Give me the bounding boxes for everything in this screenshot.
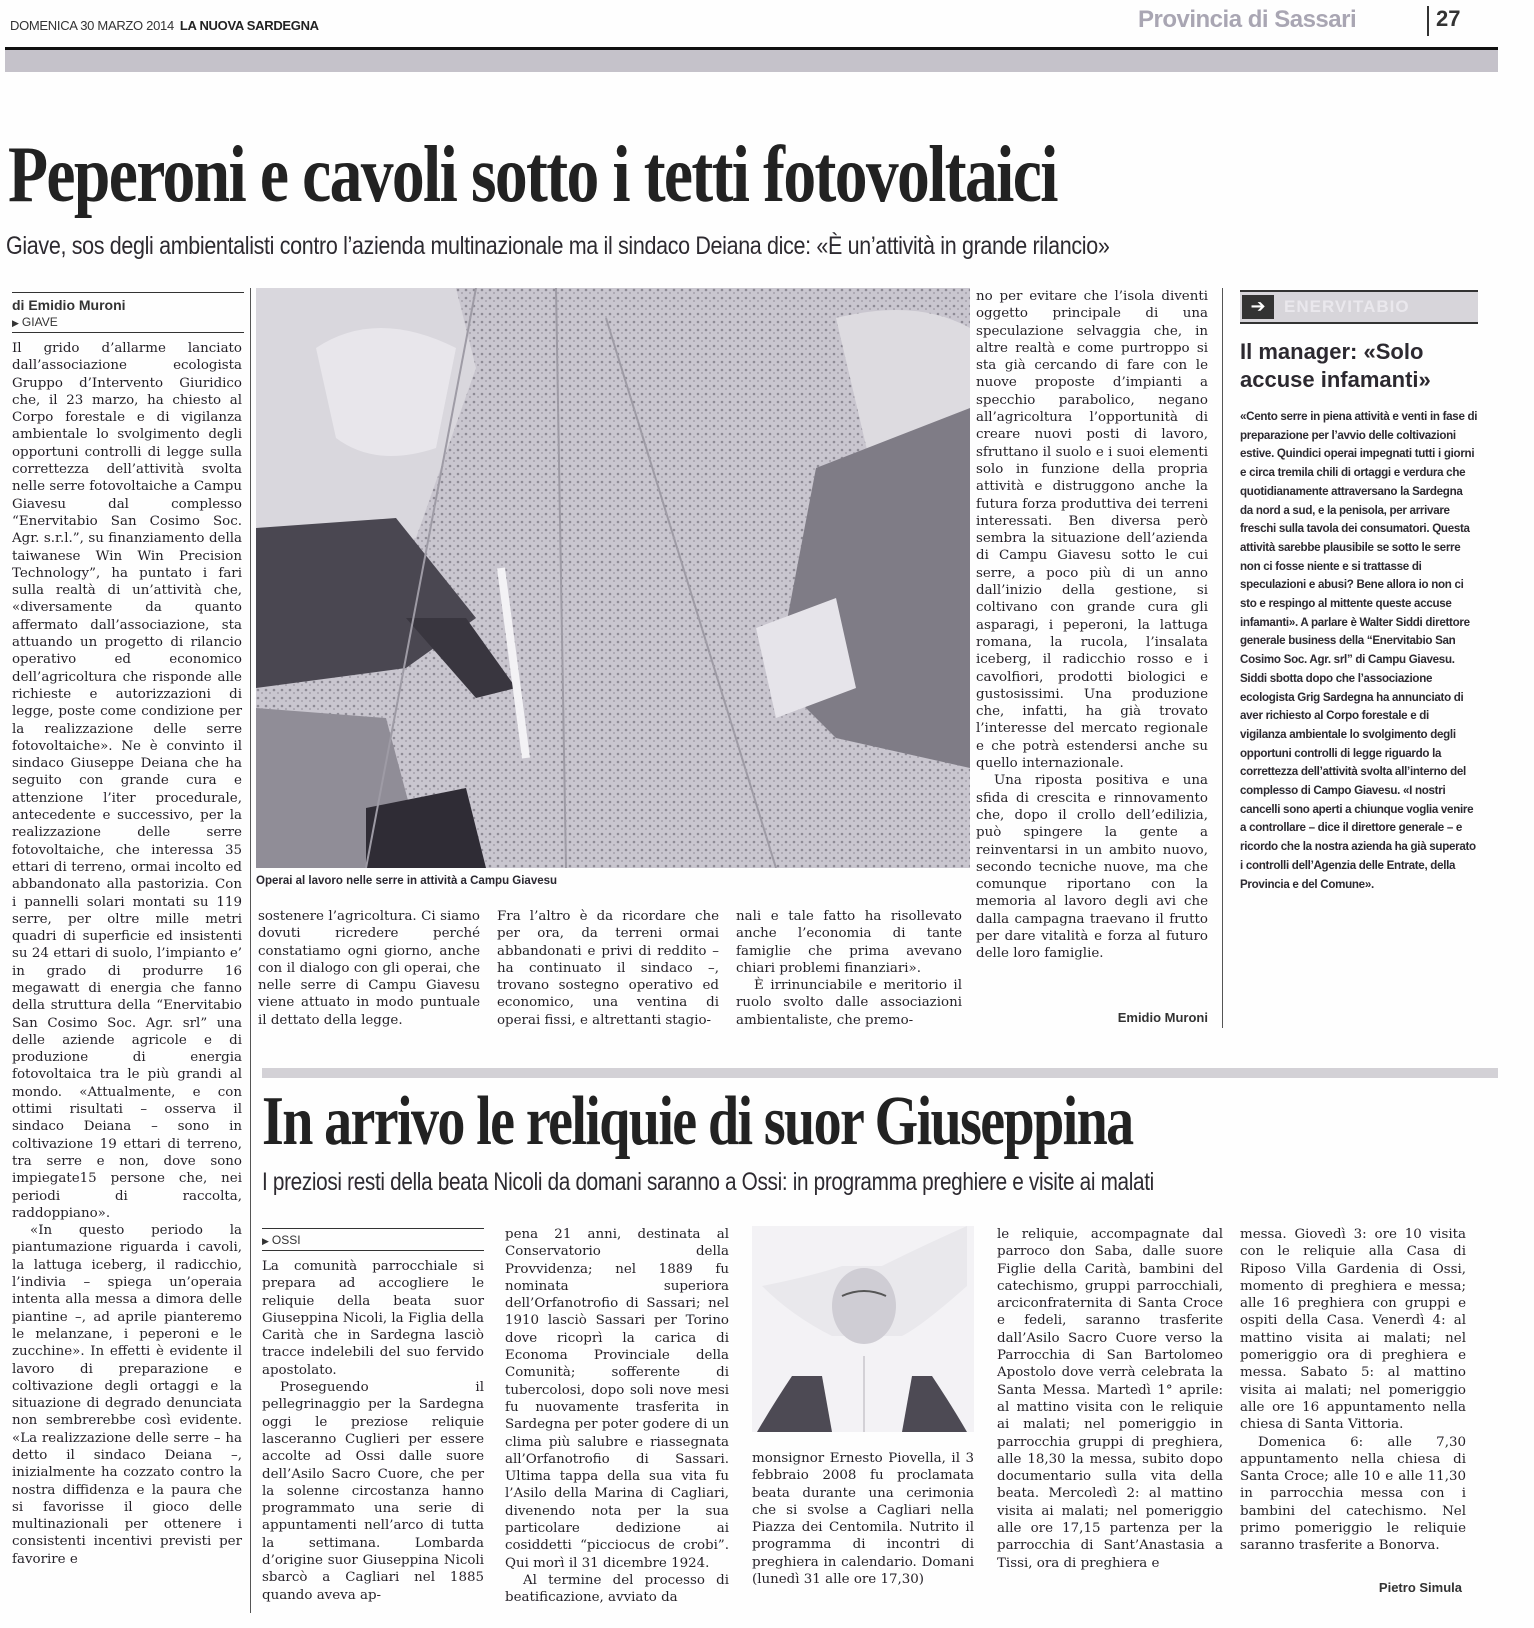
article2-column-5: [1240, 1226, 1466, 1555]
article2-photo: [752, 1226, 974, 1432]
dateline-rule: [262, 1250, 484, 1251]
article2-column-3: [752, 1450, 974, 1588]
section-title: Provincia di Sassari: [1138, 6, 1357, 33]
column-divider: [250, 288, 251, 1613]
paragraph: Al termine del processo di beatificazione, avviato da: [505, 1572, 729, 1606]
article2-dateline: ▶ OSSI: [262, 1233, 301, 1247]
article1-headline: Peperoni e cavoli sotto i tetti fotovoltaici: [8, 131, 1057, 219]
sidebar-tag-bar: [1240, 290, 1478, 324]
page-separator: [1427, 6, 1429, 36]
article1-signature: Emidio Muroni: [1117, 1010, 1208, 1025]
paragraph: pena 21 anni, destinata al Conservatorio della Provvidenza; nel 1889 fu nominata superiora dell’Orfanotrofio di Sassari; nel 1910 lasciò Sassari per Torino dove ricoprì la carica di Economa Provinciale della Comunità; sofferente di tubercolosi, dopo soli nove mesi fu nuovamente trasferita in Sardegna per poter godere di un clima più salubre e riassegnata all’Orfanotrofio di Sassari. Ultima tappa della sua vita fu l’Asilo della Marina di Cagliari, divenendo nota per la sua particolare dedizione ai cosiddetti “picciocus de crobi”. Qui morì il 31 dicembre 1924.: [505, 1227, 729, 1571]
article1-column-5: [976, 288, 1208, 963]
paragraph: Il grido d’allarme lanciato dall’associazione ecologista Gruppo d’Intervento Giuridico che, il 23 marzo, ha chiesto al Corpo forestale e di vigilanza ambientale lo svolgimento degli opportuni controlli di legge sulla correttezza dell’attività svolta nelle serre fotovoltaiche a Campu Giavesu dal complesso “Enervitabio San Cosimo Soc. Agr. s.r.l.”, su finanziamento della taiwanese Win Win Precision Technology”, ha puntato i fari sulla realtà di un’attività che, «diversamente da quanto affermato dall’associazione, sta attuando un progetto di rilancio operativo ed economico dell’agricoltura che risponde alle richieste e autorizzazioni di legge, poste come condizione per la realizzazione delle serre fotovoltaiche». Ne è convinto il sindaco Giuseppe Deiana che ha seguito con grande cura e attenzione l’iter procedurale, antecedente e successivo, per la realizzazione delle serre fotovoltaiche, che interessa 35 ettari di terreno, ormai incolto ed abbandonato alla pastorizia. Con i pannelli solari montati su 119 serre, per oltre mille metri quadri di superficie ed insistenti su 24 ettari di suolo, l’impianto e’ in grado di produrre 16 megawatt di energia che fanno della struttura della “Enervitabio San Cosimo Soc. Agr. srl” una delle aziende agricole e di produzione di energia fotovoltaica tra le più grandi al mondo. «Attualmente, e con ottimi risultati – osserva il sindaco Deiana – sono in coltivazione 19 ettari di terreno, tra serre e non, dove sono impiegate15 persone che, nei periodi di raccolta, raddoppiano».: [12, 341, 242, 1221]
article2-signature: Pietro Simula: [1378, 1580, 1462, 1595]
paragraph: Domenica 6: alle 7,30 appuntamento nella chiesa di Santa Croce; alle 10 e alle 11,30 in parrocchia messa con i bambini del catechismo. Nel primo pomeriggio le reliquie saranno trasferite a Bonorva.: [1240, 1434, 1466, 1554]
sidebar-title: Il manager: «Solo accuse infamanti»: [1240, 339, 1431, 392]
article2-column-1: [262, 1258, 484, 1604]
article1-photo-caption: Operai al lavoro nelle serre in attività a Campu Giavesu: [256, 875, 558, 887]
paragraph: no per evitare che l’isola diventi oggetto principale di una speculazione selvaggia che, in altre realtà e come purtroppo si sta già cercando di fare con le nuove proposte d’impianti a specchio parabolico, negano all’agricoltura l’opportunità di creare nuovi posti di lavoro, sfruttano il suolo e i suoi elementi solo in funzione della propria attività e distruggono anche la futura forza produttiva dei terreni interessati. Ben diversa però sembra la situazione dell’azienda di Campu Giavesu sotto le cui serre, a poco più di un anno dall’inizio della gestione, si coltivano con grande cura gli asparagi, i peperoni, la lattuga romana, la rucola, l’insalata iceberg, il radicchio rosso e i cavolfiori, prodotti biologici e gustosissimi. Una produzione che, infatti, ha già trovato l’interesse del mercato regionale e che potrà estendersi anche su quello internazionale.: [976, 289, 1208, 772]
article2-column-4: [997, 1226, 1223, 1572]
newspaper-name: LA NUOVA SARDEGNA: [179, 18, 319, 33]
paragraph: nali e tale fatto ha risollevato anche l’economia di tante famiglie che prima avevano chiari problemi finanziari».: [736, 909, 962, 976]
article1-subheadline: Giave, sos degli ambientalisti contro l’azienda multinazionale ma il sindaco Deiana dice: «È un’attività in grande rilancio»: [6, 232, 1110, 260]
article1-photo: [256, 288, 970, 868]
article2-subheadline: I preziosi resti della beata Nicoli da domani saranno a Ossi: in programma preghiere e visite ai malati: [262, 1168, 1154, 1196]
article1-column-2: [258, 908, 480, 1029]
photo-workers-field-icon: [256, 288, 970, 868]
article2-column-2: [505, 1226, 729, 1607]
paragraph: È irrinunciabile e meritorio il ruolo svolto dalle associazioni ambientaliste, che premo-: [736, 978, 962, 1028]
article2-headline: In arrivo le reliquie di suor Giuseppina: [262, 1083, 1133, 1160]
article1-byline: di Emidio Muroni: [12, 297, 126, 313]
byline-rule: [12, 292, 244, 293]
portrait-nun-icon: [752, 1226, 974, 1432]
paragraph: Una riposta positiva e una sfida di crescita e rinnovamento che, dopo il crollo dell’edilizia, può spingere la gente a reinventarsi in un ambito nuovo, secondo tecniche nuove, ma che comunque riportano con la memoria al lavoro degli avi che dalla campagna traevano il frutto per dare vitalità e forza al futuro delle loro famiglie.: [976, 773, 1208, 962]
sidebar-divider: [1222, 288, 1223, 1028]
article1-column-3: [497, 908, 719, 1029]
paragraph: «In questo periodo la piantumazione riguarda i cavoli, la lattuga iceberg, il radicchio, l’indivia – spiega un’operaia intenta alla messa a dimora delle piantine –, ad aprile pianteremo le melanzane, i peperoni e le zucchine». In effetti è evidente il lavoro di preparazione e coltivazione degli ortaggi e la situazione di degrado denunciata non sembrerebbe così evidente. «La realizzazione delle serre – ha detto il sindaco Deiana –, inizialmente ha cozzato contro la nostra diffidenza e la paura che si favorisse il gioco delle multinazionali per ottenere i consistenti incentivi previsti per favorire e: [12, 1223, 242, 1567]
paragraph: sostenere l’agricoltura. Ci siamo dovuti ricredere perché constatiamo ogni giorno, anche con il dialogo con gli operai, che nelle serre di Campu Giavesu viene attuato in modo puntuale il dettato della legge.: [258, 909, 480, 1028]
issue-date: DOMENICA 30 MARZO 2014: [10, 18, 174, 33]
masthead: [10, 18, 319, 33]
dateline-rule: [12, 332, 244, 333]
paragraph: Fra l’altro è da ricordare che per ora, da terreni ormai abbandonati e privi di reddito – ha continuato il sindaco –, trovano sostegno operativo ed economico, una ventina di operai fissi, e altrettanti stagio-: [497, 909, 719, 1028]
article1-dateline: ▶ GIAVE: [12, 315, 58, 329]
sidebar-body: «Cento serre in piena attività e venti in fase di preparazione per l’avvio delle coltivazioni estive. Quindici operai impegnati tutti i giorni e circa tremila chili di ortaggi e verdura che quotidianamente attraversano la Sardegna da nord a sud, e la penisola, per arrivare freschi sulla tavola dei consumatori. Questa attività sarebbe plausibile se sotto le serre non ci fosse niente e si trattasse di speculazioni e abusi? Bene allora io non ci sto e respingo al mittente queste accuse infamanti». A parlare è Walter Siddi direttore generale business della “Enervitabio San Cosimo Soc. Agr. srl” di Campu Giavesu. Siddi sbotta dopo che l’associazione ecologista Grig Sardegna ha annunciato di aver richiesto al Corpo forestale e di vigilanza ambientale lo svolgimento degli opportuni controlli di legge riguardo la correttezza dell’attività svolta all’interno del complesso di Campo Giavesu. «I nostri cancelli sono aperti a chiunque voglia venire a controllare – dice il direttore generale – e ricordo che la nostra azienda ha già superato i controlli dell’Agenzia delle Entrate, della Provincia e del Comune».: [1240, 410, 1478, 891]
paragraph: La comunità parrocchiale si prepara ad accogliere le reliquie della beata suor Giuseppina Nicoli, la Figlia della Carità che in Sardegna lasciò tracce indelebili del suo fervido apostolato.: [262, 1259, 484, 1378]
top-band: [5, 50, 1498, 72]
dateline-rule: [262, 1228, 484, 1229]
article1-column-1: [12, 340, 242, 1568]
paragraph: monsignor Ernesto Piovella, il 3 febbraio 2008 fu proclamata beata durante una cerimonia che si svolse a Cagliari nella Piazza dei Centomila. Nutrito il programma di incontri di preghiera in calendario. Domani (lunedì 31 alle ore 17,30): [752, 1451, 974, 1588]
paragraph: le reliquie, accompagnate dal parroco don Saba, dalle suore Figlie della Carità, bambini del catechismo, gruppi parrocchiali, arciconfraternita di Santa Croce e fedeli, saranno trasferite dall’Asilo Sacro Cuore verso la Parrocchia di San Bartolomeo Apostolo dove verrà celebrata la Santa Messa. Martedì 1° aprile: al mattino visita con le reliquie ai malati; nel pomeriggio in parrocchia gruppi di preghiera, alle 18,30 la messa, subito dopo documentario sulla vita della beata. Mercoledì 2: al mattino visita ai malati; nel pomeriggio alle ore 17,15 partenza per la parrocchia di Sant’Anastasia a Tissi, ora di preghiera e: [997, 1227, 1223, 1571]
arrow-right-icon: ➔: [1242, 295, 1274, 319]
sidebar-tag: ENERVITABIO: [1284, 297, 1410, 316]
article2-top-band: [262, 1068, 1498, 1078]
article1-column-4: [736, 908, 962, 1029]
paragraph: Proseguendo il pellegrinaggio per la Sardegna oggi le preziose reliquie lasceranno Cuglieri per essere accolte ad Ossi dalle suore dell’Asilo Sacro Cuore, che per la solenne circostanza hanno programmato una serie di appuntamenti nell’arco di tutta la settimana. Lombarda d’origine suor Giuseppina Nicoli sbarcò a Cagliari nel 1885 quando aveva ap-: [262, 1380, 484, 1603]
page-number: 27: [1436, 6, 1461, 31]
paragraph: messa. Giovedì 3: ore 10 visita con le reliquie alla Casa di Riposo Villa Gardenia di Ossi, momento di preghiera e messa; alle 16 preghiera con gruppi e ospiti della Casa. Venerdì 4: al mattino visita ai malati; nel pomeriggio ora di preghiera e messa. Sabato 5: al mattino visita ai malati; nel pomeriggio alle ore 16 appuntamento nella chiesa di Santa Vittoria.: [1240, 1227, 1466, 1433]
